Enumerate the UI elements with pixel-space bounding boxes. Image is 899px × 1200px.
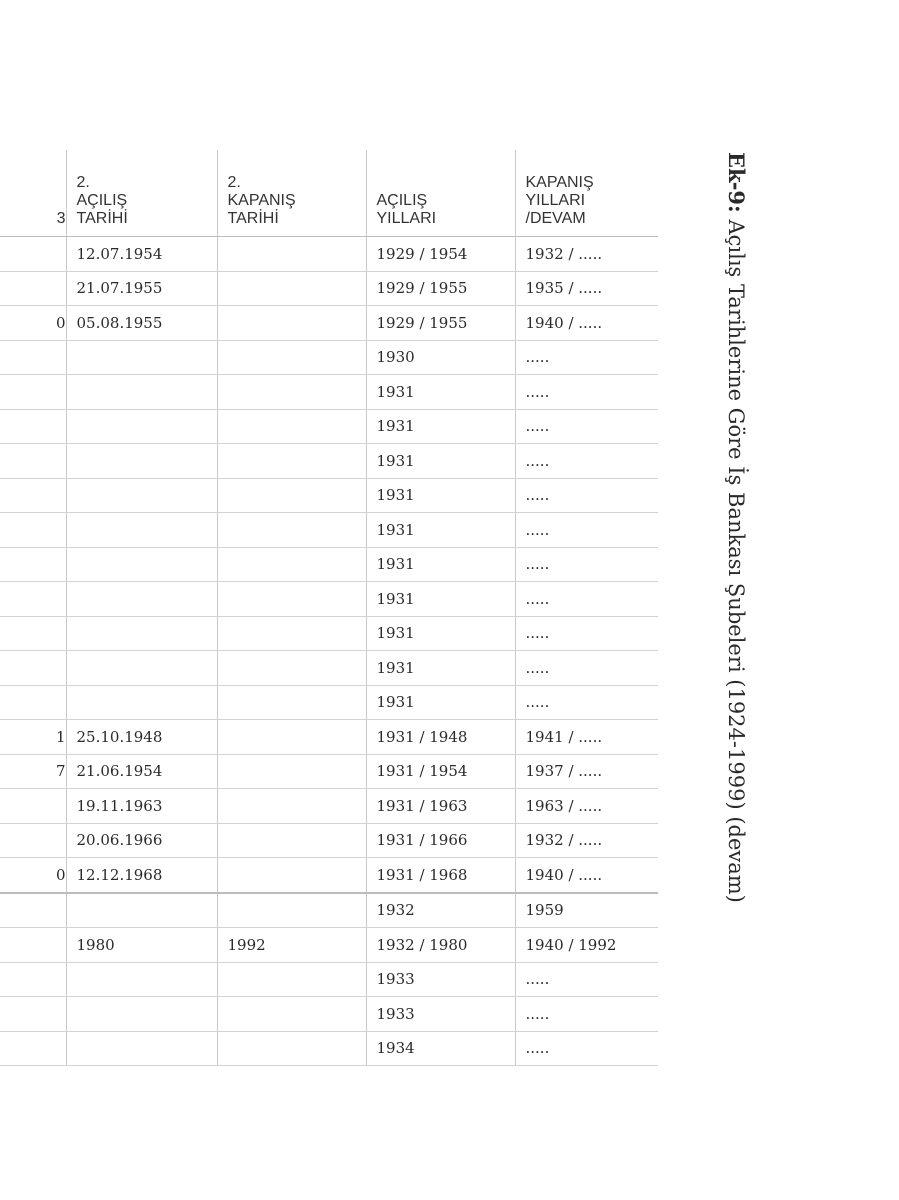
cell-cut-column [0,997,66,1032]
table-row [0,997,658,1032]
cell-opening-years: 1931 [366,444,515,479]
cell-second-opening-date: 12.12.1968 [66,858,217,893]
cell-second-opening-date [66,997,217,1032]
cell-second-opening-date: 1980 [66,928,217,963]
cell-second-closing-date [217,823,366,858]
cell-opening-years: 1931 [366,651,515,686]
column-header-second-closing-date: 2. KAPANIŞ TARİHİ [217,150,366,237]
cell-second-closing-date [217,271,366,306]
table-row [0,928,658,963]
cell-cut-column [0,271,66,306]
cell-closing-years: 1935 / ..... [515,271,658,306]
cell-second-opening-date [66,616,217,651]
cell-second-closing-date [217,789,366,824]
cell-cut-column [0,962,66,997]
table-row [0,720,658,755]
cell-closing-years: ..... [515,616,658,651]
cell-second-opening-date [66,651,217,686]
table-row [0,478,658,513]
cell-cut-column: 7 [0,754,66,789]
cell-closing-years: 1932 / ..... [515,823,658,858]
cell-second-closing-date [217,754,366,789]
column-header-cut: 3 [0,150,66,237]
cell-second-closing-date [217,685,366,720]
cell-cut-column [0,444,66,479]
cell-second-opening-date [66,893,217,928]
cell-second-closing-date [217,997,366,1032]
table-row [0,375,658,410]
cell-second-opening-date: 12.07.1954 [66,237,217,272]
cell-second-opening-date: 21.07.1955 [66,271,217,306]
cell-second-closing-date [217,478,366,513]
cell-cut-column [0,685,66,720]
table-body [0,237,658,1066]
cell-closing-years: 1932 / ..... [515,237,658,272]
appendix-title-text: Açılış Tarihlerine Göre İş Bankası Şubeleri (1924-1999) (devam) [724,219,748,903]
cell-closing-years: ..... [515,651,658,686]
cell-opening-years: 1933 [366,962,515,997]
cell-second-opening-date: 05.08.1955 [66,306,217,341]
cell-cut-column [0,928,66,963]
table-row [0,444,658,479]
cell-cut-column [0,375,66,410]
appendix-label: Ek-9: [724,152,749,213]
cell-opening-years: 1931 / 1948 [366,720,515,755]
cell-cut-column [0,513,66,548]
cell-closing-years: ..... [515,685,658,720]
cell-second-closing-date [217,1031,366,1066]
cell-second-closing-date [217,962,366,997]
cell-cut-column [0,409,66,444]
cell-closing-years: ..... [515,547,658,582]
cell-second-opening-date [66,478,217,513]
cell-opening-years: 1931 [366,375,515,410]
cell-second-opening-date [66,444,217,479]
cell-opening-years: 1931 / 1954 [366,754,515,789]
cell-opening-years: 1931 [366,582,515,617]
cell-second-opening-date [66,1031,217,1066]
table-row [0,616,658,651]
cell-cut-column [0,651,66,686]
cell-second-opening-date [66,962,217,997]
table-row [0,409,658,444]
branch-table [0,150,658,1066]
table-row [0,237,658,272]
cell-opening-years: 1929 / 1955 [366,271,515,306]
cell-cut-column [0,237,66,272]
cell-cut-column [0,1031,66,1066]
cell-second-opening-date: 21.06.1954 [66,754,217,789]
cell-cut-column [0,582,66,617]
table-row [0,582,658,617]
cell-opening-years: 1933 [366,997,515,1032]
branch-table-container [0,150,658,1066]
cell-cut-column [0,340,66,375]
table-row [0,1031,658,1066]
cell-second-opening-date [66,582,217,617]
cell-second-closing-date [217,858,366,893]
cell-cut-column [0,547,66,582]
cell-opening-years: 1931 [366,616,515,651]
cell-cut-column: 0 [0,306,66,341]
cell-closing-years: 1963 / ..... [515,789,658,824]
cell-second-closing-date [217,444,366,479]
cell-second-closing-date [217,306,366,341]
column-header-closing-years: KAPANIŞ YILLARI /DEVAM [515,150,658,237]
cell-cut-column [0,478,66,513]
cell-cut-column: 1 [0,720,66,755]
table-row [0,513,658,548]
header-row [0,150,658,237]
table-row [0,306,658,341]
cell-cut-column [0,823,66,858]
table-row [0,685,658,720]
cell-second-opening-date [66,685,217,720]
cell-second-closing-date [217,616,366,651]
table-row [0,651,658,686]
cell-cut-column: 0 [0,858,66,893]
cell-opening-years: 1931 / 1966 [366,823,515,858]
cell-opening-years: 1934 [366,1031,515,1066]
cell-second-opening-date [66,513,217,548]
column-header-opening-years: AÇILIŞ YILLARI [366,150,515,237]
cell-second-closing-date [217,651,366,686]
cell-closing-years: 1940 / ..... [515,858,658,893]
cell-opening-years: 1931 [366,478,515,513]
table-row [0,823,658,858]
cell-closing-years: ..... [515,582,658,617]
cell-closing-years: 1941 / ..... [515,720,658,755]
cell-closing-years: ..... [515,997,658,1032]
cell-second-opening-date: 19.11.1963 [66,789,217,824]
cell-closing-years: ..... [515,375,658,410]
cell-second-opening-date: 20.06.1966 [66,823,217,858]
cell-closing-years: 1959 [515,893,658,928]
cell-opening-years: 1930 [366,340,515,375]
cell-second-closing-date [217,720,366,755]
cell-closing-years: 1937 / ..... [515,754,658,789]
cell-opening-years: 1931 / 1968 [366,858,515,893]
cell-closing-years: ..... [515,444,658,479]
cell-opening-years: 1932 [366,893,515,928]
cell-closing-years: ..... [515,962,658,997]
cell-second-closing-date [217,893,366,928]
cell-second-opening-date: 25.10.1948 [66,720,217,755]
cell-closing-years: 1940 / ..... [515,306,658,341]
cell-second-closing-date [217,513,366,548]
table-row [0,962,658,997]
cell-second-closing-date [217,547,366,582]
cell-second-closing-date [217,375,366,410]
page-title [721,152,751,972]
cell-second-closing-date [217,582,366,617]
cell-closing-years: ..... [515,409,658,444]
cell-closing-years: ..... [515,340,658,375]
cell-closing-years: 1940 / 1992 [515,928,658,963]
cell-opening-years: 1929 / 1954 [366,237,515,272]
cell-closing-years: ..... [515,513,658,548]
cell-cut-column [0,893,66,928]
cell-opening-years: 1931 [366,513,515,548]
cell-cut-column [0,789,66,824]
cell-second-opening-date [66,547,217,582]
cell-opening-years: 1931 / 1963 [366,789,515,824]
table-row [0,858,658,893]
cell-second-closing-date: 1992 [217,928,366,963]
cell-second-opening-date [66,409,217,444]
cell-closing-years: ..... [515,1031,658,1066]
cell-opening-years: 1931 [366,409,515,444]
cell-cut-column [0,616,66,651]
table-row [0,271,658,306]
table-row [0,340,658,375]
cell-opening-years: 1931 [366,685,515,720]
cell-second-closing-date [217,237,366,272]
table-row [0,789,658,824]
cell-opening-years: 1929 / 1955 [366,306,515,341]
cell-second-closing-date [217,340,366,375]
cell-second-closing-date [217,409,366,444]
cell-second-opening-date [66,340,217,375]
cell-opening-years: 1932 / 1980 [366,928,515,963]
cell-closing-years: ..... [515,478,658,513]
table-row [0,893,658,928]
table-row [0,547,658,582]
table-row [0,754,658,789]
column-header-second-opening-date: 2. AÇILIŞ TARİHİ [66,150,217,237]
cell-second-opening-date [66,375,217,410]
cell-opening-years: 1931 [366,547,515,582]
